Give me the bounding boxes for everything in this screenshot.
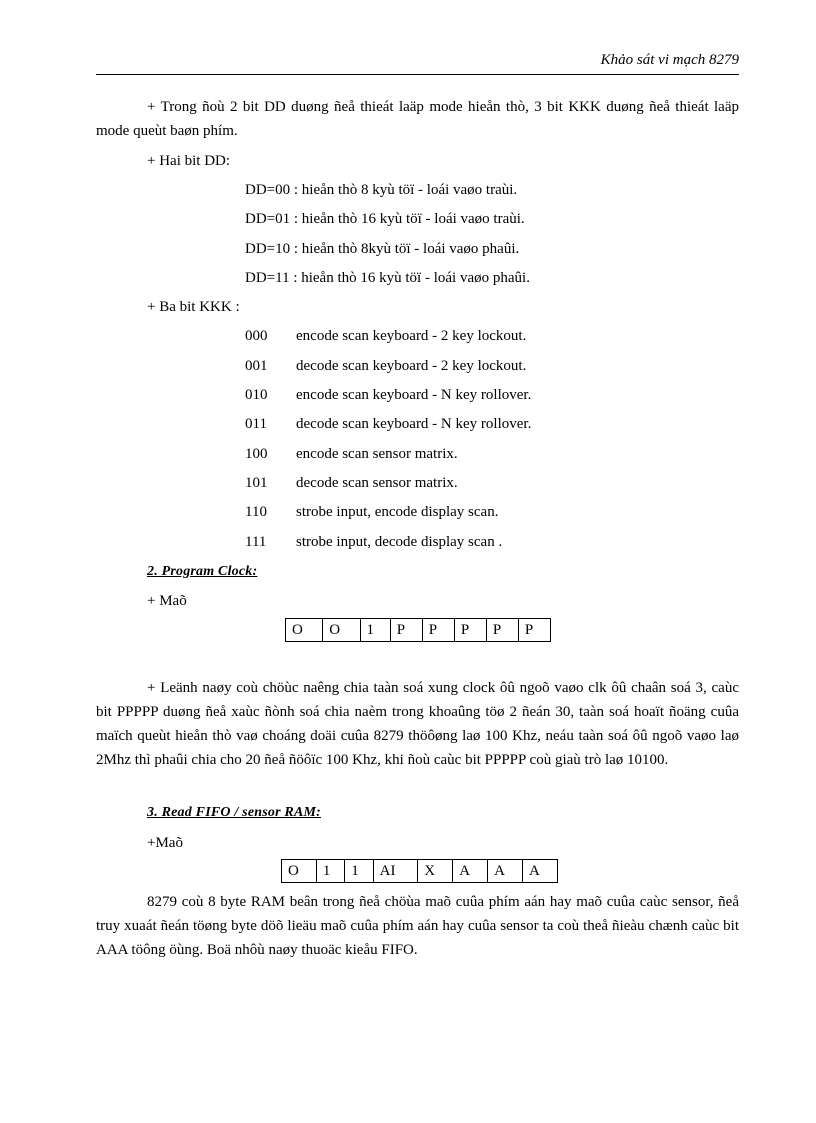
bit-cell: P — [390, 619, 422, 642]
kkk-desc: decode scan keyboard - N key rollover. — [296, 416, 532, 432]
dd-item: DD=10 : hieån thò 8kyù töï - loái vaøo phaûi. — [245, 241, 520, 257]
kkk-code: 111 — [245, 534, 267, 550]
section3-heading: 3. Read FIFO / sensor RAM: — [147, 805, 322, 820]
bit-cell: A — [523, 860, 558, 883]
bit-cell: P — [454, 619, 486, 642]
bit-cell: 1 — [345, 860, 373, 883]
intro-paragraph: + Trong ñoù 2 bit DD duøng ñeå thieát laäp mode hieån thò, 3 bit KKK duøng ñeå thieát laäp mode queùt baøn phím. — [96, 99, 739, 139]
kkk-desc: decode scan sensor matrix. — [296, 475, 458, 491]
kkk-code: 011 — [245, 416, 267, 432]
section2-ma-label: + Maõ — [147, 593, 187, 609]
bit-cell: A — [488, 860, 523, 883]
section2-heading: 2. Program Clock: — [147, 564, 258, 579]
kkk-code: 010 — [245, 387, 268, 403]
kkk-code: 110 — [245, 504, 267, 520]
bit-cell: O — [282, 860, 317, 883]
bit-cell: O — [286, 619, 323, 642]
read-fifo-bit-table — [281, 859, 558, 883]
kkk-desc: encode scan keyboard - 2 key lockout. — [296, 328, 527, 344]
section3-ma-label: +Maõ — [147, 835, 183, 851]
header-title: Khảo sát vi mạch 8279 — [600, 52, 739, 68]
kkk-desc: encode scan keyboard - N key rollover. — [296, 387, 532, 403]
kkk-code: 001 — [245, 358, 268, 374]
dd-item: DD=11 : hieån thò 16 kyù töï - loái vaøo phaûi. — [245, 270, 530, 286]
bit-cell: 1 — [316, 860, 344, 883]
bit-cell: 1 — [360, 619, 390, 642]
dd-label: + Hai bit DD: — [147, 153, 231, 169]
kkk-code: 101 — [245, 475, 268, 491]
kkk-desc: strobe input, decode display scan . — [296, 534, 503, 550]
kkk-label: + Ba bit KKK : — [147, 299, 240, 315]
page-header — [96, 52, 739, 75]
kkk-code: 100 — [245, 446, 268, 462]
bit-cell: AI — [373, 860, 418, 883]
bit-cell: O — [323, 619, 360, 642]
bit-cell: P — [518, 619, 550, 642]
dd-item: DD=00 : hieån thò 8 kyù töï - loái vaøo traùi. — [245, 182, 518, 198]
kkk-code: 000 — [245, 328, 268, 344]
dd-item: DD=01 : hieån thò 16 kyù töï - loái vaøo traùi. — [245, 211, 525, 227]
bit-cell: X — [418, 860, 453, 883]
section3-paragraph: 8279 coù 8 byte RAM beân trong ñeå chöùa maõ cuûa phím aán hay maõ cuûa caùc sensor, ñeå truy xuaát ñeán töøng byte döõ lieäu maõ cuûa phím aán hay cuûa sensor ta coù theå ñieàu chænh caùc bit AAA töông öùng. Boä nhôù naøy thuoäc kieåu FIFO. — [96, 894, 739, 958]
kkk-desc: strobe input, encode display scan. — [296, 504, 499, 520]
program-clock-bit-table — [285, 618, 551, 642]
bit-cell: P — [486, 619, 518, 642]
section2-paragraph: + Leänh naøy coù chöùc naêng chia taàn soá xung clock ôû ngoõ vaøo clk ôû chaân soá 3, caùc bit PPPPP duøng ñeå xaùc ñònh soá chia naèm trong khoaûng töø 2 ñeán 30, taàn soá hoaït ñoäng cuûa maïch queùt hieån thò vaø choáng doäi cuûa 8279 thöôøng laø 100 Khz, neáu taàn soá ôû ngoõ vaøo laø 2Mhz thì phaûi chia cho 20 ñeå ñöôïc 100 Khz, khi ñoù caùc bit PPPPP coù giaù trò laø 10100. — [96, 680, 739, 768]
kkk-desc: encode scan sensor matrix. — [296, 446, 458, 462]
bit-cell: P — [422, 619, 454, 642]
kkk-desc: decode scan keyboard - 2 key lockout. — [296, 358, 527, 374]
bit-cell: A — [453, 860, 488, 883]
